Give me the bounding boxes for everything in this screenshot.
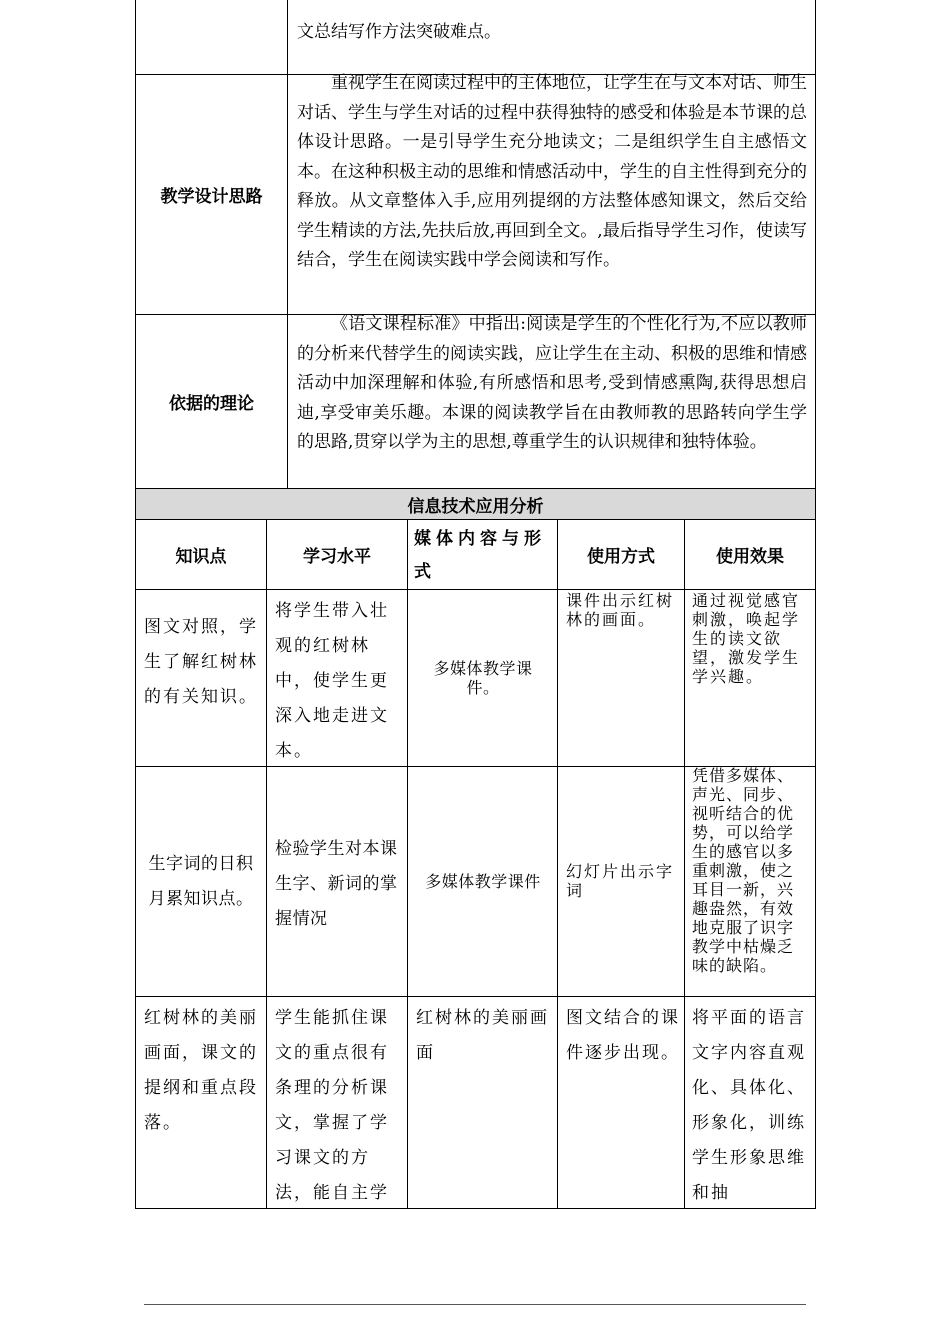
col-divider-2 bbox=[407, 519, 408, 1208]
design-text: 重视学生在阅读过程中的主体地位，让学生在与文本对话、师生对话、学生与学生对话的过程中获得独特的感受和体验是本节课的总体设计思路。一是引导学生充分地读文；二是组织学生自主感悟文本。在这种积极主动的思维和情感活动中，学生的自主性得到充分的释放。从文章整体入手,应用列提纲的方法整体感知课文，然后交给学生精读的方法,先扶后放,再回到全文。,最后指导学生习作，使读写结合，学生在阅读实践中学会阅读和写作。 bbox=[297, 73, 807, 270]
row2-level: 检验学生对本课生字、新词的掌握情况 bbox=[275, 839, 398, 929]
outer-right-border bbox=[815, 0, 816, 1208]
header-usage: 使用方式 bbox=[587, 547, 655, 567]
row2-media: 多媒体教学课件 bbox=[425, 872, 541, 891]
header-point: 知识点 bbox=[175, 547, 227, 567]
row1-media: 多媒体教学课件。 bbox=[433, 659, 533, 697]
row1-usage: 课件出示红树林的画面。 bbox=[566, 591, 675, 629]
row3-point: 红树林的美丽画面，课文的提纲和重点段落。 bbox=[144, 1008, 258, 1133]
header-effect: 使用效果 bbox=[716, 547, 784, 567]
row2-point: 生字词的日积月累知识点。 bbox=[148, 853, 254, 909]
row3-usage: 图文结合的课件逐步出现。 bbox=[566, 1008, 680, 1063]
section-title: 信息技术应用分析 bbox=[136, 489, 815, 519]
top-cell-text: 文总结写作方法突破难点。 bbox=[297, 22, 501, 42]
col-divider-4 bbox=[684, 519, 685, 1208]
table-bottom bbox=[135, 1208, 816, 1209]
header-media: 媒体内容与形式 bbox=[414, 529, 546, 582]
header-level: 学习水平 bbox=[303, 547, 371, 567]
footer-rule bbox=[144, 1304, 806, 1305]
row1-point: 图文对照，学生了解红树林的有关知识。 bbox=[144, 617, 258, 707]
row1-effect: 通过视觉感官刺激，唤起学生的读文欲望，激发学生学兴趣。 bbox=[692, 591, 801, 686]
row2-effect: 凭借多媒体、声光、同步、视听结合的优势，可以给学生的感官以多重刺激，使之耳目一新，兴趣盎然，有效地克服了识字教学中枯燥乏味的缺陷。 bbox=[692, 766, 795, 975]
design-label: 教学设计思路 bbox=[160, 187, 263, 207]
row2-bottom bbox=[135, 996, 816, 997]
col-divider-1 bbox=[266, 519, 267, 1208]
theory-label: 依据的理论 bbox=[169, 394, 254, 414]
theory-text: 《语文课程标准》中指出:阅读是学生的个性化行为,不应以教师的分析来代替学生的阅读实践，应让学生在主动、积极的思维和情感活动中加深理解和体验,有所感悟和思考,受到情感熏陶,获得思想启迪,享受审美乐趣。本课的阅读教学旨在由教师教的思路转向学生学的思路,贯穿以学为主的思想,尊重学生的认识规律和独特体验。 bbox=[297, 314, 807, 452]
row2-usage: 幻灯片出示字词 bbox=[566, 862, 675, 900]
row3-media: 红树林的美丽画面 bbox=[416, 1008, 549, 1063]
row3-level: 学生能抓住课文的重点很有条理的分析课文，掌握了学习课文的方法，能自主学 bbox=[275, 1008, 389, 1203]
row3-effect: 将平面的语言文字内容直观化、具体化、形象化，训练学生形象思维和抽 bbox=[692, 1008, 806, 1203]
col-divider-3 bbox=[557, 519, 558, 1208]
row1-level: 将学生带入壮观的红树林中，使学生更深入地走进文本。 bbox=[275, 601, 389, 761]
